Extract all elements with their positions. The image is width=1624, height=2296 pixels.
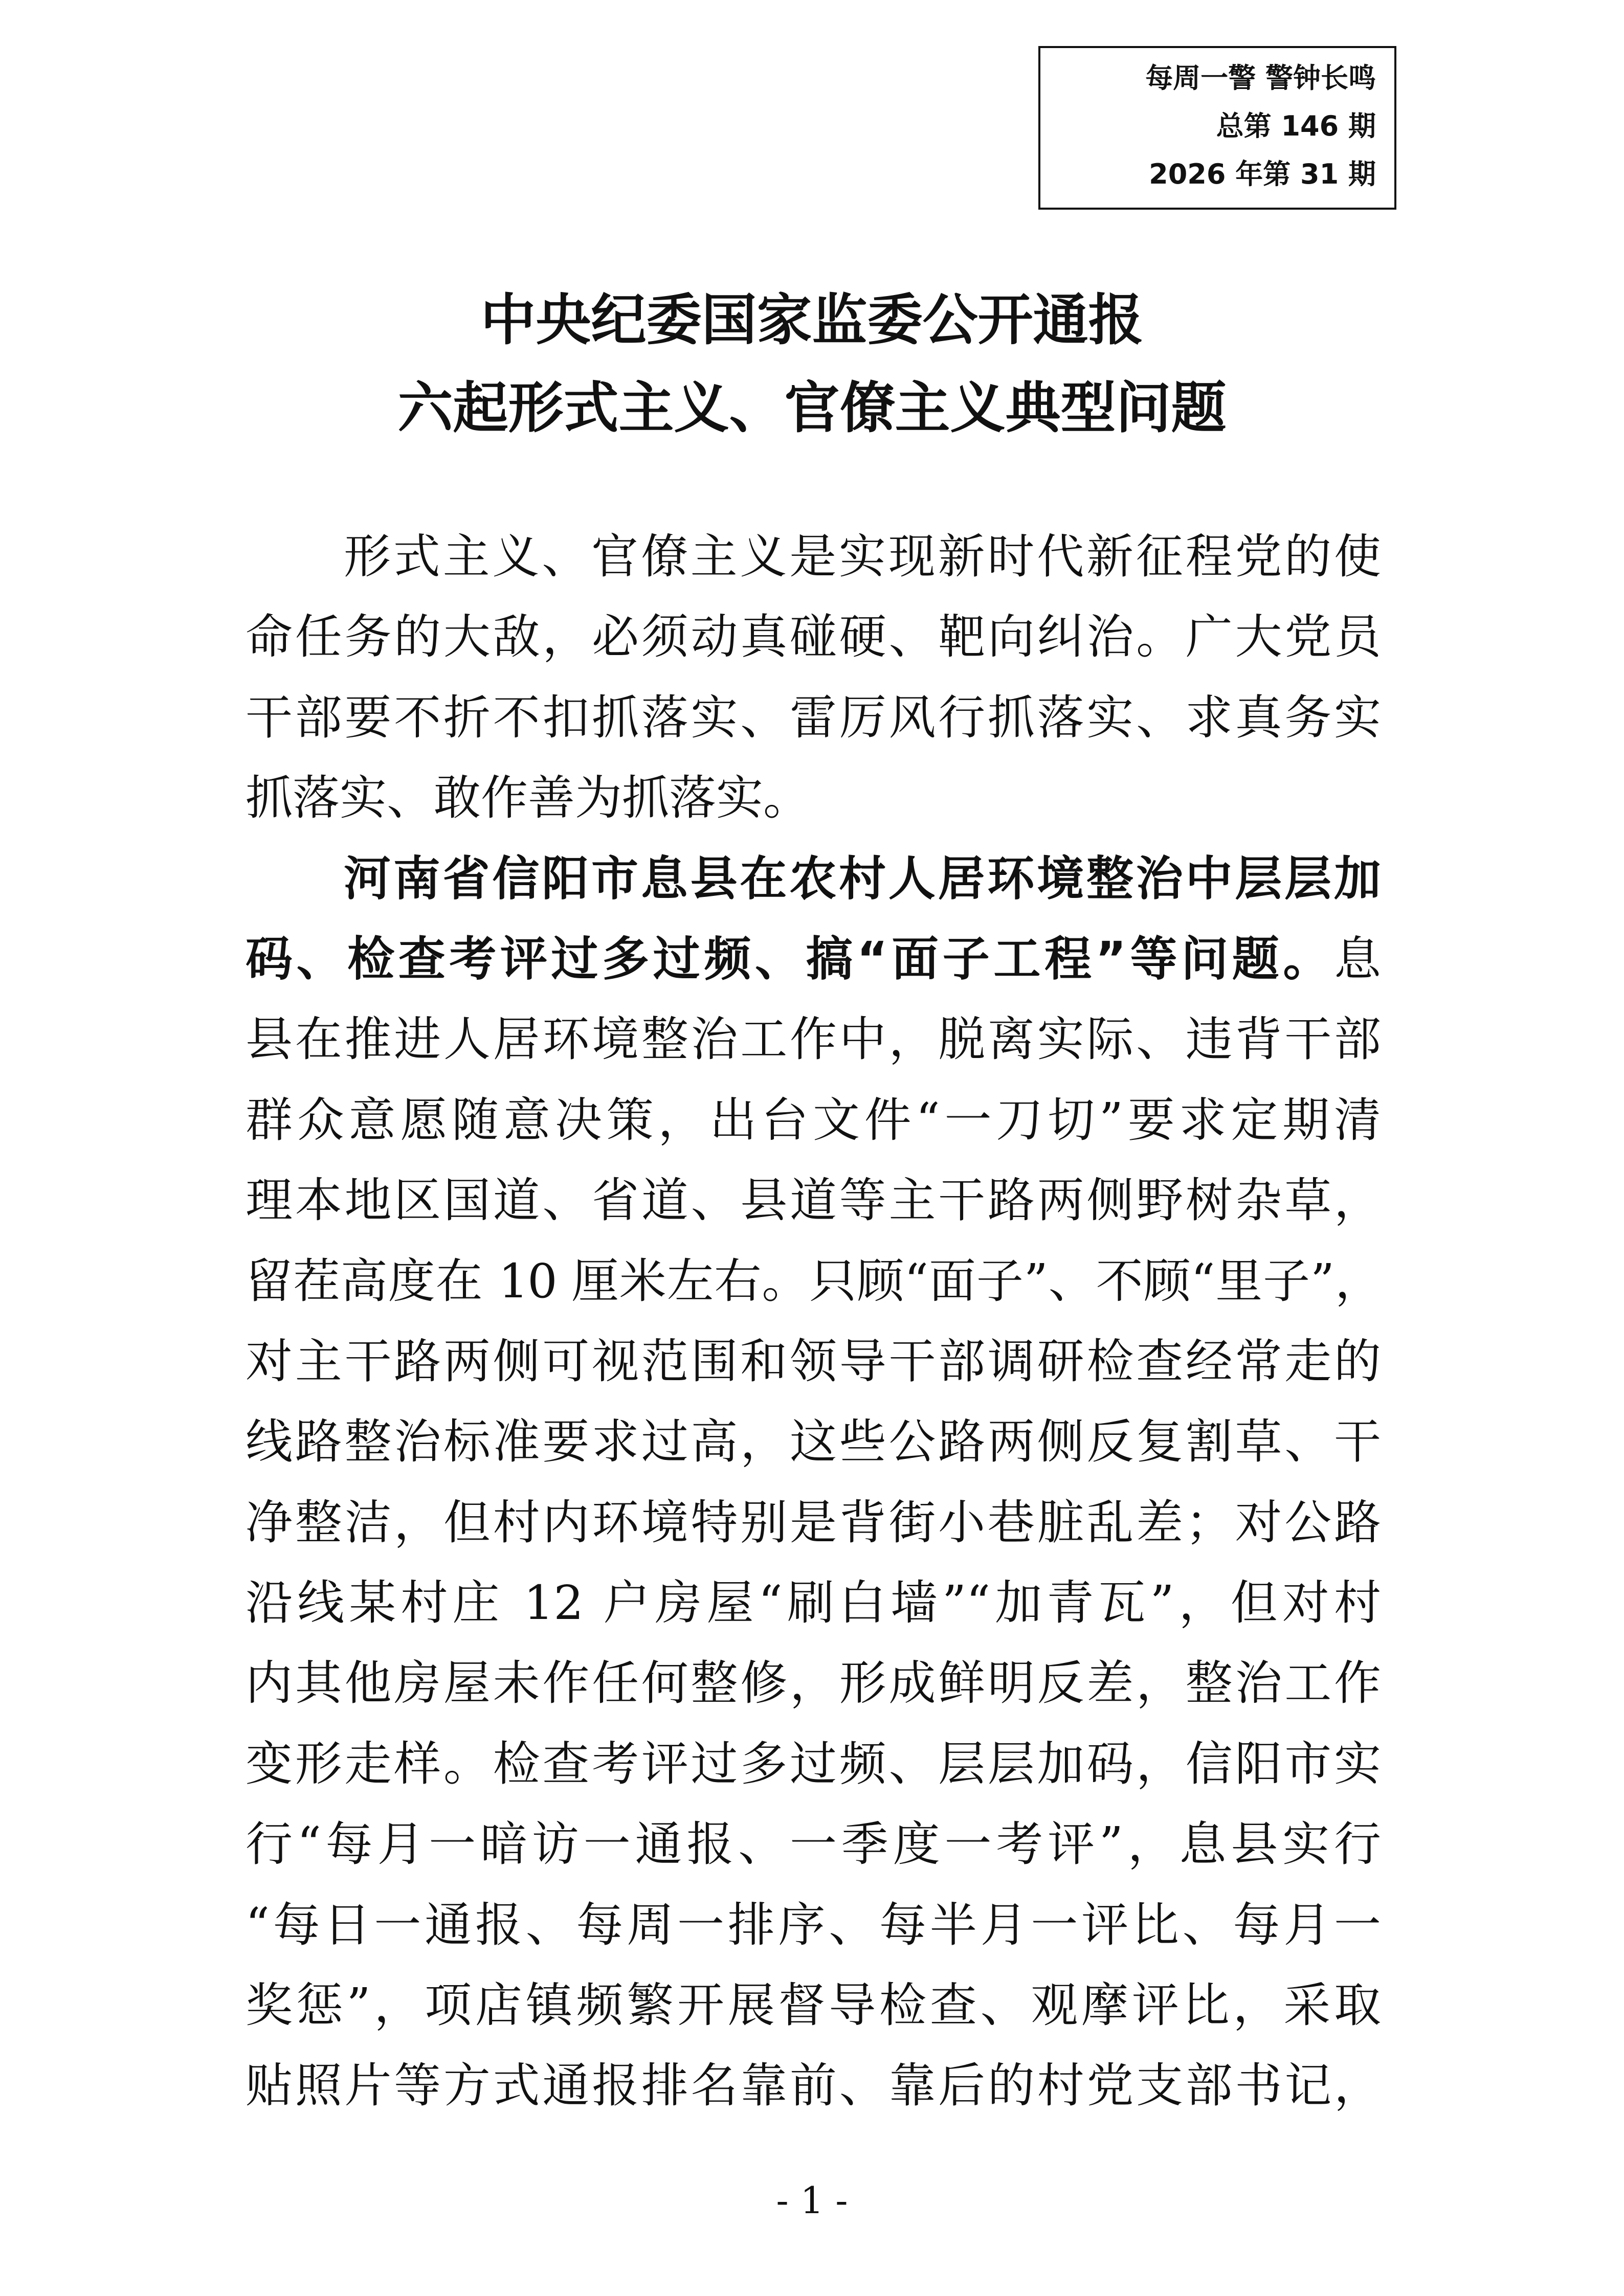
intro-paragraph-line: 形式主义、官僚主义是实现新时代新征程党的使 <box>344 529 1381 584</box>
case-paragraph-line: 县在推进人居环境整治工作中，脱离实际、违背干部 <box>246 1012 1381 1067</box>
total-issue-number: 总第 146 期 <box>1216 110 1376 142</box>
case-paragraph-line: “每日一通报、每周一排序、每半月一评比、每月一 <box>246 1897 1381 1952</box>
case-paragraph-line: 变形走样。检查考评过多过频、层层加码，信阳市实 <box>246 1736 1381 1791</box>
case-paragraph-line: 奖惩”，项店镇频繁开展督导检查、观摩评比，采取 <box>246 1978 1381 2033</box>
case-paragraph-line: 沿线某村庄 12 户房屋“刷白墙”“加青瓦”，但对村 <box>246 1575 1381 1631</box>
case-paragraph-line: 留茬高度在 10 厘米左右。只顾“面子”、不顾“里子”， <box>246 1253 1381 1309</box>
intro-paragraph-line: 干部要不折不扣抓落实、雷厉风行抓落实、求真务实 <box>246 690 1381 745</box>
series-name: 每周一警 警钟长鸣 <box>1145 62 1376 94</box>
year-issue-number: 2026 年第 31 期 <box>1149 158 1376 190</box>
case-text-fragment: 息 <box>1333 931 1381 986</box>
title-line-1: 中央纪委国家监委公开通报 <box>480 288 1144 352</box>
document-title <box>0 276 1624 452</box>
title-line-2: 六起形式主义、官僚主义典型问题 <box>397 376 1227 440</box>
intro-paragraph-line: 抓落实、敢作善为抓落实。 <box>246 771 811 826</box>
case-paragraph-line: 净整洁，但村内环境特别是背街小巷脏乱差；对公路 <box>246 1495 1381 1550</box>
body-text <box>246 516 1381 2126</box>
case-paragraph-line: 群众意愿随意决策，出台文件“一刀切”要求定期清 <box>246 1092 1381 1147</box>
issue-info-box <box>1038 46 1396 210</box>
case-heading-line: 码、检查考评过多过频、搞“面子工程”等问题。 <box>246 931 1334 986</box>
case-paragraph-line: 对主干路两侧可视范围和领导干部调研检查经常走的 <box>246 1334 1381 1389</box>
case-paragraph-line <box>246 919 1381 999</box>
case-paragraph-line: 内其他房屋未作任何整修，形成鲜明反差，整治工作 <box>246 1656 1381 1711</box>
case-paragraph-line: 贴照片等方式通报排名靠前、靠后的村党支部书记， <box>246 2058 1381 2113</box>
case-heading-line: 河南省信阳市息县在农村人居环境整治中层层加 <box>344 851 1381 906</box>
page-number: - 1 - <box>776 2179 848 2222</box>
intro-paragraph-line: 命任务的大敌，必须动真碰硬、靶向纠治。广大党员 <box>246 610 1381 665</box>
case-paragraph-line: 行“每月一暗访一通报、一季度一考评”，息县实行 <box>246 1817 1381 1872</box>
case-paragraph-line: 线路整治标准要求过高，这些公路两侧反复割草、干 <box>246 1414 1381 1470</box>
case-paragraph-line: 理本地区国道、省道、县道等主干路两侧野树杂草， <box>246 1173 1381 1228</box>
